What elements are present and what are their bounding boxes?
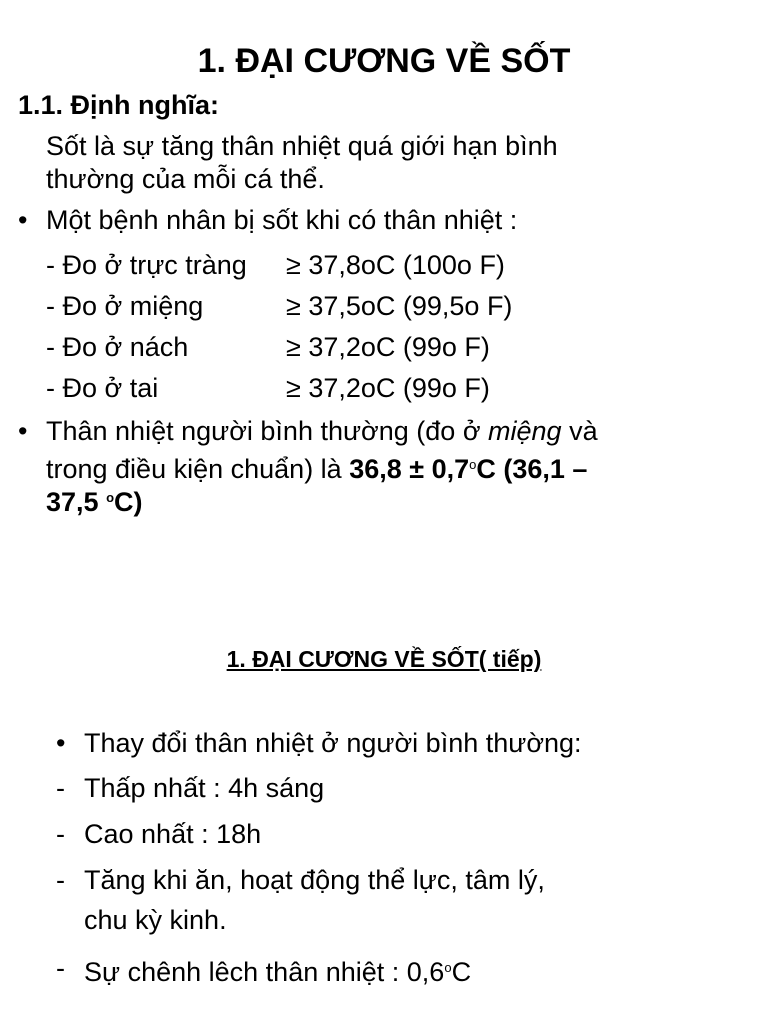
definition-line-2: thường của mỗi cá thể.	[46, 164, 325, 194]
list-item-text: Tăng khi ăn, hoạt động thể lực, tâm lý,	[84, 865, 545, 895]
degree-symbol: o	[106, 490, 115, 505]
measure-value: ≥ 37,8oC (100o F)	[286, 250, 505, 280]
dash-marker: -	[56, 773, 65, 803]
normal-temp-site: miệng	[488, 416, 562, 446]
bullet-icon: •	[18, 416, 28, 446]
fever-intro-text: Một bệnh nhân bị sốt khi có thân nhiệt :	[46, 205, 518, 235]
measure-value: ≥ 37,2oC (99o F)	[286, 373, 490, 403]
slide-2-title: 1. ĐẠI CƯƠNG VỀ SỐT( tiếp)	[226, 646, 542, 672]
normal-temp-range: C)	[114, 487, 143, 517]
definition-line-1: Sốt là sự tăng thân nhiệt quá giới hạn bình	[46, 131, 558, 161]
normal-temp-text: Thân nhiệt người bình thường (đo ở	[46, 416, 489, 446]
definition-heading: 1.1. Định nghĩa:	[18, 90, 220, 120]
normal-temp-line-3	[46, 481, 143, 519]
dash-marker: -	[56, 819, 65, 849]
bullet-icon: •	[56, 728, 66, 758]
measure-label: - Đo ở trực tràng	[46, 250, 247, 280]
variation-intro-text: Thay đổi thân nhiệt ở người bình thường:	[84, 728, 582, 758]
measure-label: - Đo ở miệng	[46, 291, 204, 321]
temp-difference-label: Sự chênh lêch thân nhiệt : 0,6	[84, 957, 445, 987]
measure-value: ≥ 37,5oC (99,5o F)	[286, 291, 513, 321]
normal-temp-range: C (36,1 –	[476, 454, 588, 484]
list-item-text: chu kỳ kinh.	[84, 905, 227, 935]
list-item-text: Thấp nhất : 4h sáng	[84, 773, 325, 803]
degree-symbol: o	[444, 960, 452, 975]
normal-temp-line-1	[46, 415, 598, 448]
degree-symbol: o	[469, 457, 477, 472]
normal-temp-value: 36,8 ± 0,7	[349, 454, 470, 484]
measure-label: - Đo ở nách	[46, 332, 189, 362]
dash-marker: -	[56, 953, 65, 983]
normal-temp-range: 37,5	[46, 487, 107, 517]
measure-value: ≥ 37,2oC (99o F)	[286, 332, 490, 362]
bullet-icon: •	[18, 205, 28, 235]
list-item-text: Cao nhất : 18h	[84, 819, 262, 849]
dash-marker: -	[56, 865, 65, 895]
temp-difference-text	[84, 951, 724, 989]
slide-1-title: 1. ĐẠI CƯƠNG VỀ SỐT	[197, 42, 571, 80]
measure-label: - Đo ở tai	[46, 373, 159, 403]
slide-2	[0, 560, 768, 1024]
temp-unit: C	[451, 957, 472, 987]
normal-temp-text: và	[561, 416, 598, 446]
normal-temp-text: trong điều kiện chuẩn) là	[46, 454, 350, 484]
